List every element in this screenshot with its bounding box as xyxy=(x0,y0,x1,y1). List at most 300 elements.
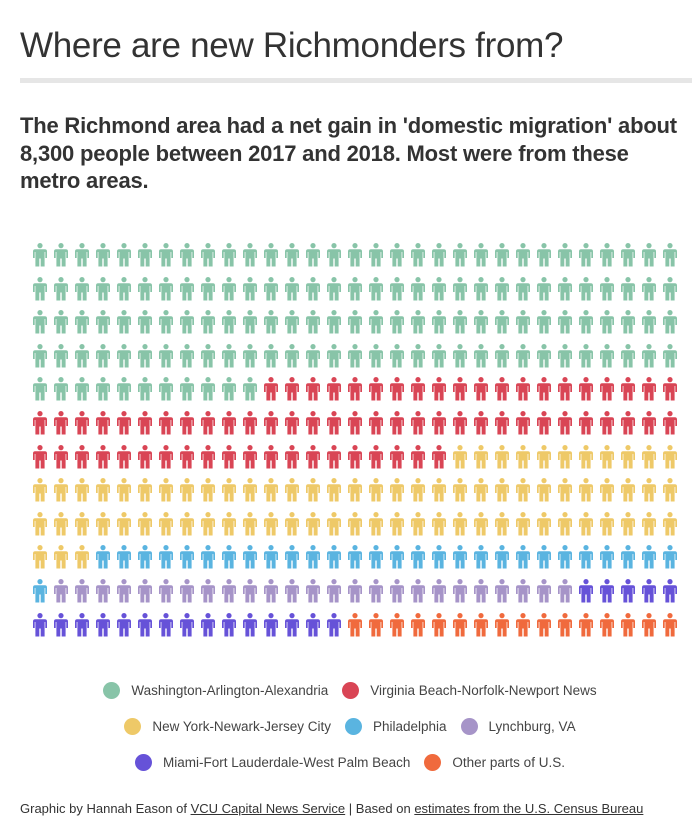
person-icon xyxy=(201,411,215,435)
person-icon xyxy=(579,545,593,569)
legend-item xyxy=(424,754,565,771)
person-icon xyxy=(642,411,656,435)
person-icon xyxy=(243,478,257,502)
person-icon xyxy=(243,377,257,401)
person-icon xyxy=(369,243,383,267)
person-icon xyxy=(222,377,236,401)
person-icon xyxy=(201,512,215,536)
person-icon xyxy=(33,512,47,536)
person-icon xyxy=(579,344,593,368)
person-icon xyxy=(642,512,656,536)
person-icon xyxy=(327,478,341,502)
person-icon xyxy=(516,512,530,536)
person-icon xyxy=(54,344,68,368)
person-icon xyxy=(138,411,152,435)
person-icon xyxy=(117,613,131,637)
person-icon xyxy=(663,310,677,334)
person-icon xyxy=(327,512,341,536)
person-icon xyxy=(390,310,404,334)
person-icon xyxy=(390,277,404,301)
person-icon xyxy=(75,377,89,401)
legend-color-dot-icon xyxy=(461,718,478,735)
person-icon xyxy=(516,411,530,435)
person-icon xyxy=(621,243,635,267)
person-icon xyxy=(474,478,488,502)
person-icon xyxy=(201,545,215,569)
person-icon xyxy=(432,613,446,637)
person-icon xyxy=(495,512,509,536)
person-icon xyxy=(390,377,404,401)
person-icon xyxy=(474,310,488,334)
person-icon xyxy=(411,545,425,569)
person-icon xyxy=(474,613,488,637)
person-icon xyxy=(642,344,656,368)
person-icon xyxy=(390,344,404,368)
person-icon xyxy=(348,478,362,502)
person-icon xyxy=(663,545,677,569)
person-icon xyxy=(159,545,173,569)
person-icon xyxy=(327,243,341,267)
person-icon xyxy=(285,377,299,401)
person-icon xyxy=(243,613,257,637)
person-icon xyxy=(285,411,299,435)
person-icon xyxy=(117,512,131,536)
person-icon xyxy=(243,243,257,267)
person-icon xyxy=(327,344,341,368)
person-icon xyxy=(474,545,488,569)
person-icon xyxy=(537,545,551,569)
person-icon xyxy=(159,579,173,603)
person-icon xyxy=(33,344,47,368)
person-icon xyxy=(96,445,110,469)
person-icon xyxy=(537,243,551,267)
person-icon xyxy=(159,512,173,536)
legend-label: Philadelphia xyxy=(372,718,447,734)
person-icon xyxy=(306,344,320,368)
person-icon xyxy=(222,579,236,603)
person-icon xyxy=(159,344,173,368)
person-icon xyxy=(663,344,677,368)
person-icon xyxy=(642,579,656,603)
person-icon xyxy=(369,478,383,502)
person-icon xyxy=(474,243,488,267)
person-icon xyxy=(243,579,257,603)
person-icon xyxy=(138,243,152,267)
person-icon xyxy=(432,277,446,301)
person-icon xyxy=(180,344,194,368)
person-icon xyxy=(75,579,89,603)
person-icon xyxy=(201,344,215,368)
person-icon xyxy=(558,545,572,569)
person-icon xyxy=(96,478,110,502)
person-icon xyxy=(201,310,215,334)
person-icon xyxy=(642,377,656,401)
person-icon xyxy=(495,478,509,502)
person-icon xyxy=(600,512,614,536)
person-icon xyxy=(75,545,89,569)
person-icon xyxy=(537,277,551,301)
credit-prefix: Graphic by Hannah Eason of xyxy=(20,801,191,816)
person-icon xyxy=(390,411,404,435)
person-icon xyxy=(243,445,257,469)
person-icon xyxy=(621,411,635,435)
person-icon xyxy=(621,512,635,536)
person-icon xyxy=(306,243,320,267)
person-icon xyxy=(348,512,362,536)
person-icon xyxy=(75,512,89,536)
person-icon xyxy=(180,613,194,637)
person-icon xyxy=(558,613,572,637)
legend xyxy=(0,672,700,780)
person-icon xyxy=(348,310,362,334)
person-icon xyxy=(600,277,614,301)
person-icon xyxy=(327,545,341,569)
person-icon xyxy=(621,377,635,401)
person-icon xyxy=(621,344,635,368)
legend-color-dot-icon xyxy=(424,754,441,771)
person-icon xyxy=(537,377,551,401)
person-icon xyxy=(516,377,530,401)
person-icon xyxy=(33,579,47,603)
person-icon xyxy=(222,545,236,569)
person-icon xyxy=(474,579,488,603)
person-icon xyxy=(495,579,509,603)
person-icon xyxy=(411,243,425,267)
person-icon xyxy=(600,411,614,435)
chart-subtitle: The Richmond area had a net gain in 'domestic migration' about 8,300 people between 2017 and 2018. Most were from these metro areas. xyxy=(20,113,677,193)
legend-item xyxy=(342,682,596,699)
person-icon xyxy=(600,478,614,502)
person-icon xyxy=(285,512,299,536)
legend-item xyxy=(461,718,576,735)
person-icon xyxy=(180,411,194,435)
person-icon xyxy=(117,377,131,401)
person-icon xyxy=(264,445,278,469)
vcu-capital-news-link[interactable]: VCU Capital News Service xyxy=(190,801,346,816)
person-icon xyxy=(201,478,215,502)
person-icon xyxy=(495,613,509,637)
person-icon xyxy=(285,243,299,267)
person-icon xyxy=(558,411,572,435)
person-icon xyxy=(33,377,47,401)
person-icon xyxy=(411,277,425,301)
pictogram-grid xyxy=(33,243,684,646)
person-icon xyxy=(75,310,89,334)
person-icon xyxy=(306,478,320,502)
person-icon xyxy=(390,579,404,603)
person-icon xyxy=(138,377,152,401)
person-icon xyxy=(159,411,173,435)
legend-label: Virginia Beach-Norfolk-Newport News xyxy=(370,682,597,698)
person-icon xyxy=(117,411,131,435)
person-icon xyxy=(138,445,152,469)
person-icon xyxy=(222,478,236,502)
person-icon xyxy=(201,377,215,401)
person-icon xyxy=(579,613,593,637)
person-icon xyxy=(474,344,488,368)
person-icon xyxy=(138,613,152,637)
person-icon xyxy=(390,545,404,569)
person-icon xyxy=(432,411,446,435)
person-icon xyxy=(306,512,320,536)
person-icon xyxy=(96,545,110,569)
person-icon xyxy=(117,478,131,502)
person-icon xyxy=(558,512,572,536)
person-icon xyxy=(117,243,131,267)
person-icon xyxy=(516,277,530,301)
person-icon xyxy=(390,478,404,502)
legend-row xyxy=(0,708,700,744)
person-icon xyxy=(600,344,614,368)
legend-label: Other parts of U.S. xyxy=(452,754,565,770)
person-icon xyxy=(453,310,467,334)
person-icon xyxy=(579,243,593,267)
legend-item xyxy=(124,718,331,735)
person-icon xyxy=(537,411,551,435)
legend-color-dot-icon xyxy=(345,718,362,735)
person-icon xyxy=(180,545,194,569)
person-icon xyxy=(411,512,425,536)
person-icon xyxy=(516,478,530,502)
person-icon xyxy=(369,377,383,401)
person-icon xyxy=(159,277,173,301)
person-icon xyxy=(600,445,614,469)
person-icon xyxy=(222,310,236,334)
person-icon xyxy=(96,579,110,603)
person-icon xyxy=(558,478,572,502)
person-icon xyxy=(54,545,68,569)
person-icon xyxy=(348,377,362,401)
person-icon xyxy=(663,478,677,502)
person-icon xyxy=(54,277,68,301)
person-icon xyxy=(138,512,152,536)
person-icon xyxy=(600,579,614,603)
person-icon xyxy=(264,277,278,301)
person-icon xyxy=(663,445,677,469)
person-icon xyxy=(453,344,467,368)
person-icon xyxy=(642,310,656,334)
person-icon xyxy=(201,613,215,637)
person-icon xyxy=(75,445,89,469)
person-icon xyxy=(54,310,68,334)
person-icon xyxy=(222,344,236,368)
person-icon xyxy=(138,277,152,301)
person-icon xyxy=(327,277,341,301)
person-icon xyxy=(180,579,194,603)
person-icon xyxy=(180,377,194,401)
person-icon xyxy=(75,277,89,301)
person-icon xyxy=(327,579,341,603)
person-icon xyxy=(348,579,362,603)
person-icon xyxy=(558,579,572,603)
person-icon xyxy=(96,243,110,267)
person-icon xyxy=(495,243,509,267)
person-icon xyxy=(642,613,656,637)
person-icon xyxy=(201,277,215,301)
person-icon xyxy=(411,579,425,603)
person-icon xyxy=(537,445,551,469)
person-icon xyxy=(600,377,614,401)
person-icon xyxy=(180,445,194,469)
legend-label: Washington-Arlington-Alexandria xyxy=(131,682,329,698)
person-icon xyxy=(390,613,404,637)
person-icon xyxy=(642,445,656,469)
person-icon xyxy=(432,512,446,536)
person-icon xyxy=(159,377,173,401)
person-icon xyxy=(474,411,488,435)
person-icon xyxy=(537,579,551,603)
person-icon xyxy=(327,411,341,435)
person-icon xyxy=(369,545,383,569)
person-icon xyxy=(432,545,446,569)
person-icon xyxy=(327,445,341,469)
person-icon xyxy=(579,411,593,435)
person-icon xyxy=(495,445,509,469)
person-icon xyxy=(621,277,635,301)
person-icon xyxy=(138,579,152,603)
person-icon xyxy=(642,243,656,267)
person-icon xyxy=(264,310,278,334)
person-icon xyxy=(579,579,593,603)
person-icon xyxy=(495,277,509,301)
person-icon xyxy=(453,377,467,401)
person-icon xyxy=(558,277,572,301)
person-icon xyxy=(264,613,278,637)
person-icon xyxy=(369,277,383,301)
person-icon xyxy=(264,344,278,368)
person-icon xyxy=(159,243,173,267)
person-icon xyxy=(138,545,152,569)
person-icon xyxy=(348,545,362,569)
person-icon xyxy=(117,445,131,469)
person-icon xyxy=(54,512,68,536)
person-icon xyxy=(453,277,467,301)
person-icon xyxy=(117,277,131,301)
person-icon xyxy=(411,377,425,401)
person-icon xyxy=(453,243,467,267)
legend-label: Miami-Fort Lauderdale-West Palm Beach xyxy=(163,754,411,770)
person-icon xyxy=(180,512,194,536)
person-icon xyxy=(285,545,299,569)
person-icon xyxy=(222,512,236,536)
person-icon xyxy=(159,310,173,334)
footer-credit xyxy=(20,801,643,816)
person-icon xyxy=(453,445,467,469)
person-icon xyxy=(600,310,614,334)
person-icon xyxy=(516,243,530,267)
person-icon xyxy=(285,310,299,334)
person-icon xyxy=(138,344,152,368)
person-icon xyxy=(453,512,467,536)
person-icon xyxy=(348,277,362,301)
person-icon xyxy=(75,478,89,502)
person-icon xyxy=(306,613,320,637)
person-icon xyxy=(264,579,278,603)
person-icon xyxy=(306,545,320,569)
person-icon xyxy=(516,445,530,469)
person-icon xyxy=(432,243,446,267)
person-icon xyxy=(558,243,572,267)
person-icon xyxy=(54,613,68,637)
person-icon xyxy=(516,545,530,569)
person-icon xyxy=(159,613,173,637)
person-icon xyxy=(453,411,467,435)
person-icon xyxy=(33,243,47,267)
legend-color-dot-icon xyxy=(342,682,359,699)
person-icon xyxy=(243,344,257,368)
person-icon xyxy=(348,445,362,469)
person-icon xyxy=(33,613,47,637)
person-icon xyxy=(306,411,320,435)
person-icon xyxy=(516,344,530,368)
person-icon xyxy=(54,445,68,469)
person-icon xyxy=(306,377,320,401)
person-icon xyxy=(558,310,572,334)
legend-item xyxy=(135,754,410,771)
person-icon xyxy=(96,377,110,401)
person-icon xyxy=(495,344,509,368)
person-icon xyxy=(33,277,47,301)
person-icon xyxy=(96,411,110,435)
person-icon xyxy=(138,310,152,334)
person-icon xyxy=(180,310,194,334)
person-icon xyxy=(621,545,635,569)
person-icon xyxy=(264,411,278,435)
person-icon xyxy=(54,377,68,401)
person-icon xyxy=(411,344,425,368)
person-icon xyxy=(453,613,467,637)
person-icon xyxy=(432,478,446,502)
person-icon xyxy=(495,310,509,334)
person-icon xyxy=(411,478,425,502)
person-icon xyxy=(537,512,551,536)
person-icon xyxy=(117,344,131,368)
person-icon xyxy=(243,411,257,435)
person-icon xyxy=(54,243,68,267)
person-icon xyxy=(642,545,656,569)
person-icon xyxy=(495,377,509,401)
person-icon xyxy=(369,512,383,536)
credit-middle: | Based on xyxy=(345,801,415,816)
person-icon xyxy=(558,377,572,401)
person-icon xyxy=(54,478,68,502)
person-icon xyxy=(495,545,509,569)
person-icon xyxy=(54,411,68,435)
person-icon xyxy=(516,579,530,603)
census-estimates-link[interactable]: estimates from the U.S. Census Bureau xyxy=(414,801,644,816)
person-icon xyxy=(432,344,446,368)
person-icon xyxy=(285,344,299,368)
person-icon xyxy=(180,478,194,502)
person-icon xyxy=(306,579,320,603)
person-icon xyxy=(348,613,362,637)
person-icon xyxy=(96,310,110,334)
person-icon xyxy=(537,613,551,637)
person-icon xyxy=(159,445,173,469)
person-icon xyxy=(222,445,236,469)
person-icon xyxy=(222,243,236,267)
legend-color-dot-icon xyxy=(103,682,120,699)
person-icon xyxy=(600,243,614,267)
person-icon xyxy=(579,377,593,401)
person-icon xyxy=(264,512,278,536)
person-icon xyxy=(222,277,236,301)
person-icon xyxy=(285,445,299,469)
person-icon xyxy=(369,344,383,368)
person-icon xyxy=(369,613,383,637)
person-icon xyxy=(33,545,47,569)
person-icon xyxy=(369,445,383,469)
